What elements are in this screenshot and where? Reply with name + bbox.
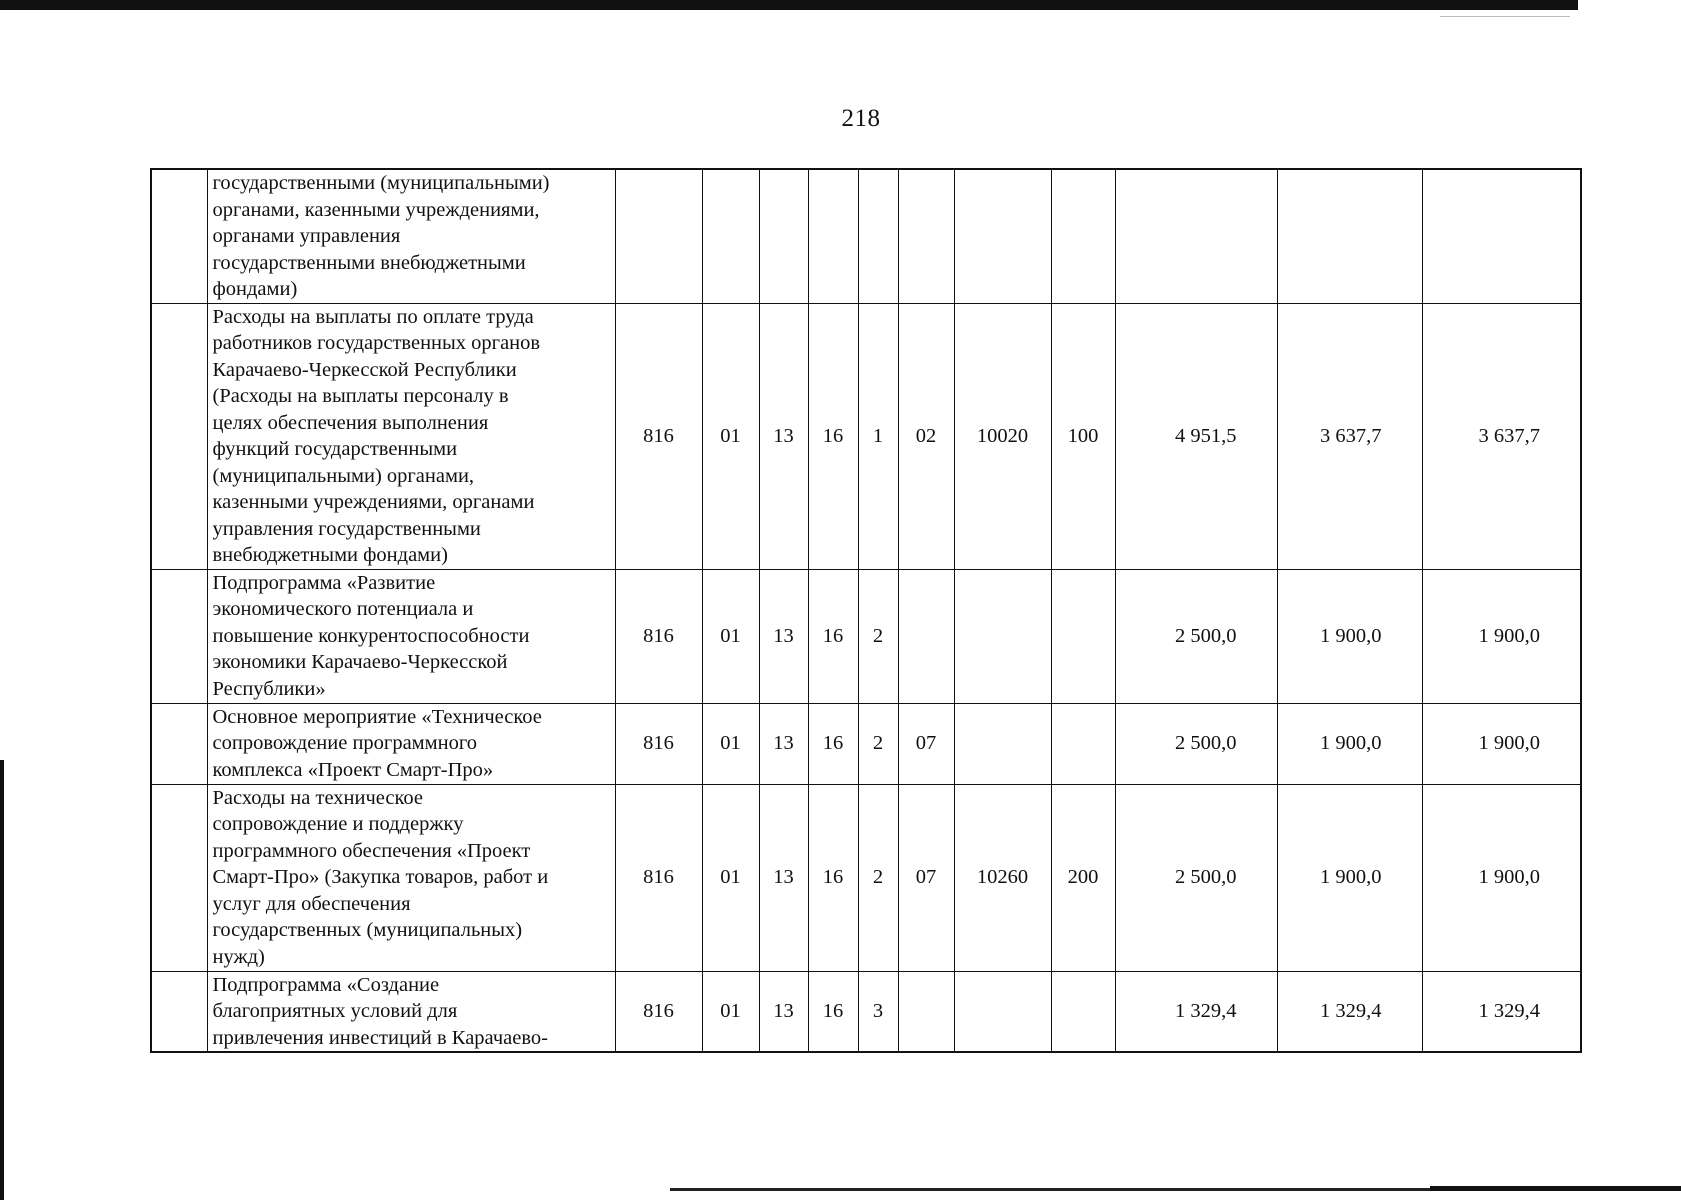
table-row xyxy=(151,303,1581,569)
vr-cell: 100 xyxy=(1051,303,1115,569)
csr-direction-cell xyxy=(954,971,1051,1052)
vr-cell: 200 xyxy=(1051,784,1115,971)
pr-cell: 13 xyxy=(759,784,808,971)
budget-table xyxy=(150,168,1582,1053)
csr-program-cell: 16 xyxy=(808,971,858,1052)
csr-program-cell: 16 xyxy=(808,303,858,569)
sum-year1-cell: 4 951,5 xyxy=(1115,303,1277,569)
row-index-cell xyxy=(151,971,207,1052)
sum-year2-cell: 3 637,7 xyxy=(1277,303,1422,569)
row-index-cell xyxy=(151,703,207,784)
scan-edge-left xyxy=(0,760,4,1200)
csr-subprogram-cell: 2 xyxy=(858,569,898,703)
sum-year1-cell: 1 329,4 xyxy=(1115,971,1277,1052)
sum-year3-cell xyxy=(1422,169,1581,303)
vr-cell xyxy=(1051,169,1115,303)
csr-event-cell: 07 xyxy=(898,703,954,784)
csr-subprogram-cell xyxy=(858,169,898,303)
table-row xyxy=(151,971,1581,1052)
table-row xyxy=(151,703,1581,784)
pr-cell xyxy=(759,169,808,303)
page-number: 218 xyxy=(841,105,881,132)
row-description: Подпрограмма «Развитие экономического потенциала и повышение конкурентоспособности экономики Карачаево-Черкесской Республики» xyxy=(207,569,615,703)
csr-direction-cell xyxy=(954,169,1051,303)
sum-year1-cell xyxy=(1115,169,1277,303)
row-index-cell xyxy=(151,784,207,971)
sum-year2-cell: 1 900,0 xyxy=(1277,784,1422,971)
csr-event-cell: 07 xyxy=(898,784,954,971)
rz-cell: 01 xyxy=(702,703,759,784)
row-description: Расходы на техническое сопровождение и поддержку программного обеспечения «Проект Смарт-Про» (Закупка товаров, работ и услуг для обеспечения государственных (муниципальных) нужд) xyxy=(207,784,615,971)
row-index-cell xyxy=(151,303,207,569)
csr-event-cell: 02 xyxy=(898,303,954,569)
sum-year2-cell: 1 329,4 xyxy=(1277,971,1422,1052)
sum-year1-cell: 2 500,0 xyxy=(1115,784,1277,971)
sum-year3-cell: 1 329,4 xyxy=(1422,971,1581,1052)
sum-year1-cell: 2 500,0 xyxy=(1115,569,1277,703)
sum-year3-cell: 1 900,0 xyxy=(1422,569,1581,703)
row-description: Подпрограмма «Создание благоприятных условий для привлечения инвестиций в Карачаево- xyxy=(207,971,615,1052)
pr-cell: 13 xyxy=(759,971,808,1052)
grbs-cell: 816 xyxy=(615,784,702,971)
sum-year3-cell: 1 900,0 xyxy=(1422,784,1581,971)
sum-year2-cell: 1 900,0 xyxy=(1277,569,1422,703)
csr-direction-cell xyxy=(954,703,1051,784)
vr-cell xyxy=(1051,569,1115,703)
grbs-cell xyxy=(615,169,702,303)
sum-year3-cell: 1 900,0 xyxy=(1422,703,1581,784)
scan-line-top xyxy=(1440,16,1570,17)
csr-event-cell xyxy=(898,169,954,303)
csr-subprogram-cell: 2 xyxy=(858,784,898,971)
csr-direction-cell: 10260 xyxy=(954,784,1051,971)
sum-year2-cell: 1 900,0 xyxy=(1277,703,1422,784)
scan-edge-bottom xyxy=(1430,1186,1681,1191)
table-row xyxy=(151,169,1581,303)
csr-program-cell xyxy=(808,169,858,303)
pr-cell: 13 xyxy=(759,703,808,784)
csr-program-cell: 16 xyxy=(808,703,858,784)
csr-direction-cell xyxy=(954,569,1051,703)
rz-cell: 01 xyxy=(702,569,759,703)
row-description: Расходы на выплаты по оплате труда работников государственных органов Карачаево-Черкесской Республики (Расходы на выплаты персоналу в целях обеспечения выполнения функций государственными (муниципальными) органами, казенными учреждениями, органами управления государственными внебюджетными фондами) xyxy=(207,303,615,569)
grbs-cell: 816 xyxy=(615,703,702,784)
rz-cell: 01 xyxy=(702,784,759,971)
csr-subprogram-cell: 3 xyxy=(858,971,898,1052)
pr-cell: 13 xyxy=(759,303,808,569)
row-index-cell xyxy=(151,169,207,303)
scan-edge-top xyxy=(0,0,1578,10)
csr-direction-cell: 10020 xyxy=(954,303,1051,569)
rz-cell: 01 xyxy=(702,303,759,569)
row-description: государственными (муниципальными) органами, казенными учреждениями, органами управления государственными внебюджетными фондами) xyxy=(207,169,615,303)
csr-event-cell xyxy=(898,569,954,703)
csr-subprogram-cell: 2 xyxy=(858,703,898,784)
row-description: Основное мероприятие «Техническое сопровождение программного комплекса «Проект Смарт-Про» xyxy=(207,703,615,784)
sum-year1-cell: 2 500,0 xyxy=(1115,703,1277,784)
sum-year2-cell xyxy=(1277,169,1422,303)
csr-program-cell: 16 xyxy=(808,784,858,971)
table-row xyxy=(151,569,1581,703)
pr-cell: 13 xyxy=(759,569,808,703)
rz-cell: 01 xyxy=(702,971,759,1052)
csr-event-cell xyxy=(898,971,954,1052)
sum-year3-cell: 3 637,7 xyxy=(1422,303,1581,569)
grbs-cell: 816 xyxy=(615,569,702,703)
table-row xyxy=(151,784,1581,971)
row-index-cell xyxy=(151,569,207,703)
grbs-cell: 816 xyxy=(615,971,702,1052)
vr-cell xyxy=(1051,703,1115,784)
rz-cell xyxy=(702,169,759,303)
grbs-cell: 816 xyxy=(615,303,702,569)
csr-subprogram-cell: 1 xyxy=(858,303,898,569)
csr-program-cell: 16 xyxy=(808,569,858,703)
vr-cell xyxy=(1051,971,1115,1052)
